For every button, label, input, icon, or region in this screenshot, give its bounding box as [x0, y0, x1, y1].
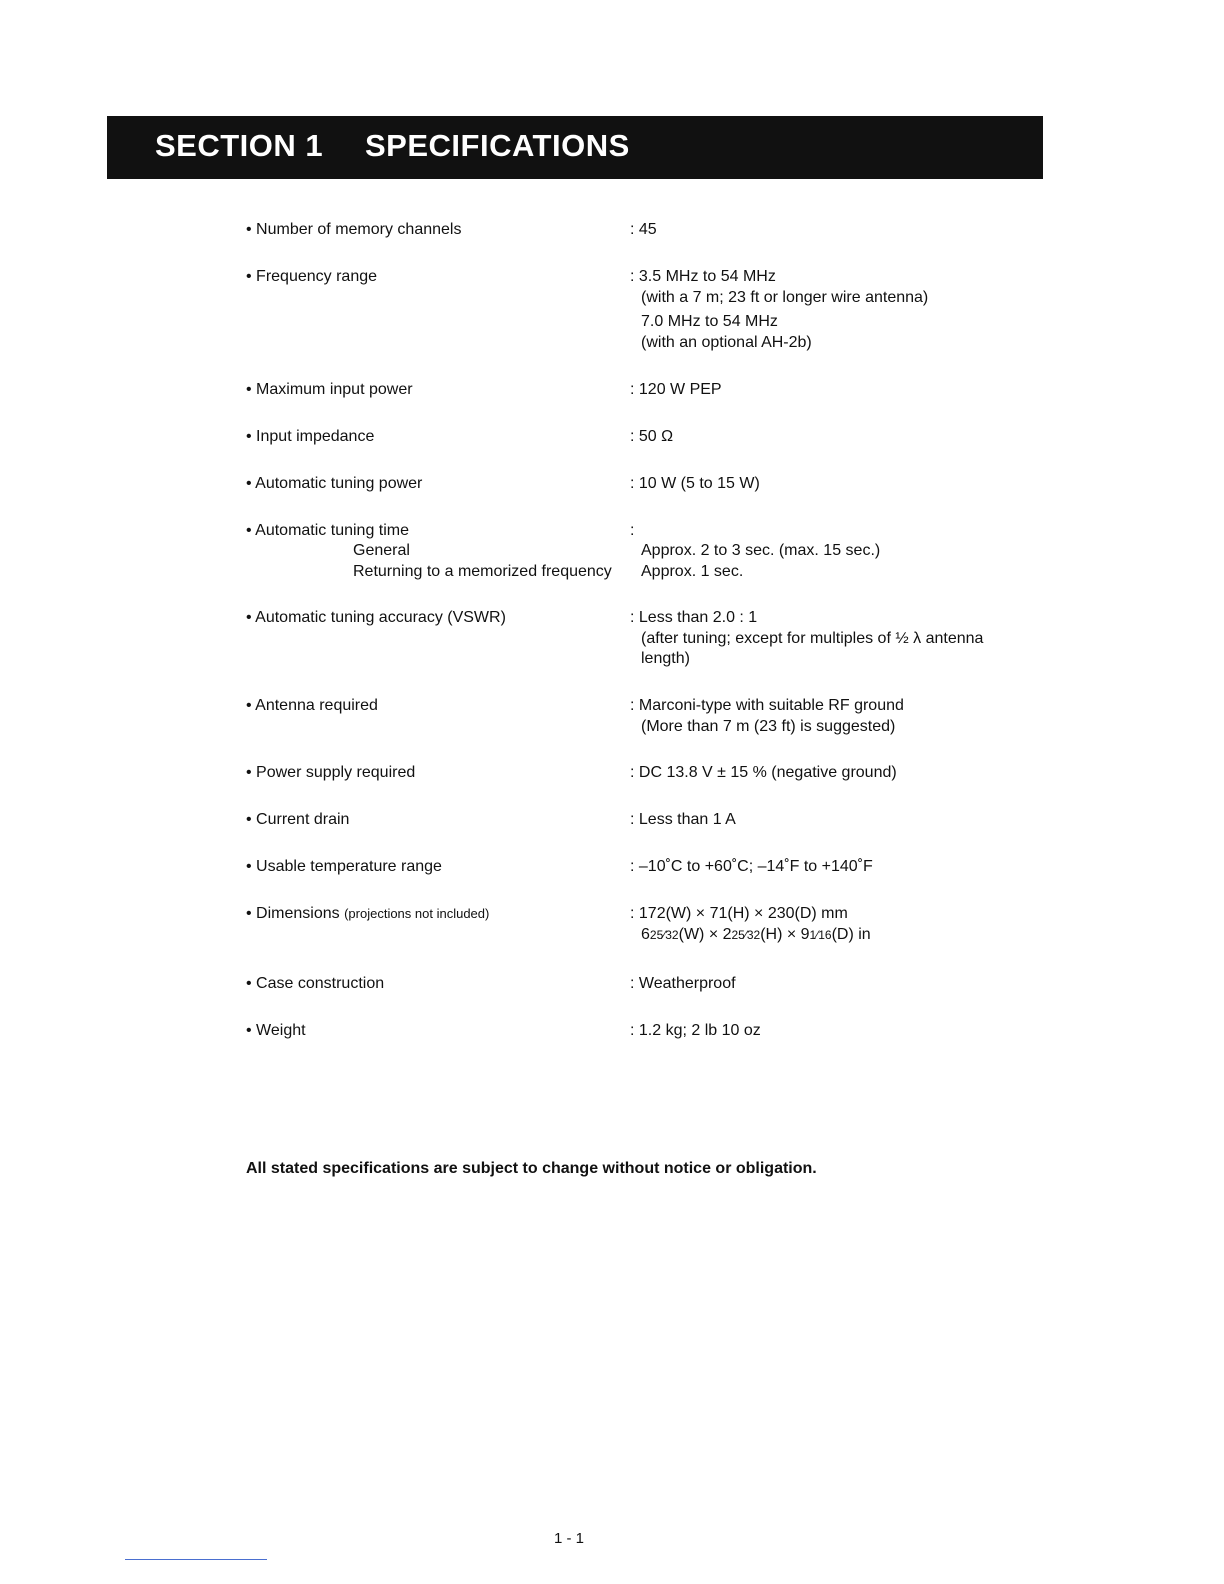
spec-label: • Automatic tuning power — [246, 475, 423, 492]
spec-subvalue-general: Approx. 2 to 3 sec. (max. 15 sec.) — [641, 542, 881, 559]
spec-label: • Maximum input power — [246, 381, 413, 398]
spec-tuning-time — [246, 521, 1036, 583]
spec-label — [246, 904, 489, 925]
spec-label: • Current drain — [246, 811, 350, 828]
spec-value-line: : 3.5 MHz to 54 MHz — [630, 268, 776, 285]
spec-value-line: 7.0 MHz to 54 MHz — [641, 313, 778, 330]
spec-label: • Antenna required — [246, 697, 378, 714]
section-header — [107, 116, 1043, 179]
spec-value: : DC 13.8 V ± 15 % (negative ground) — [630, 764, 897, 781]
spec-value: : 45 — [630, 221, 657, 238]
spec-value-line: (with a 7 m; 23 ft or longer wire antenna) — [641, 288, 929, 306]
spec-value — [630, 267, 928, 353]
spec-value-line: : Less than 2.0 : 1 — [630, 609, 758, 626]
spec-value-line: (after tuning; except for multiples of ½ λ antenna — [641, 629, 984, 647]
spec-label: • Automatic tuning accuracy (VSWR) — [246, 609, 506, 626]
spec-label: • Usable temperature range — [246, 858, 442, 875]
page-number: 1 - 1 — [553, 1530, 584, 1547]
spec-sublabel-returning: Returning to a memorized frequency — [353, 563, 612, 580]
spec-value-line: : Marconi-type with suitable RF ground — [630, 697, 904, 714]
spec-label: • Power supply required — [246, 764, 416, 781]
section-number: SECTION 1 — [155, 128, 324, 163]
spec-label: • Input impedance — [246, 428, 375, 445]
spec-label: • Number of memory channels — [246, 221, 462, 238]
spec-value: : 120 W PEP — [630, 381, 722, 398]
spec-value-line: (More than 7 m (23 ft) is suggested) — [641, 717, 896, 735]
spec-value: : Less than 1 A — [630, 811, 736, 828]
spec-sublabel-general: General — [353, 542, 410, 559]
spec-value-line: length) — [641, 650, 690, 667]
spec-value — [630, 608, 983, 670]
footer-divider — [125, 1559, 267, 1560]
spec-value — [630, 696, 904, 737]
spec-label: • Automatic tuning time — [246, 522, 410, 539]
spec-label: • Case construction — [246, 975, 385, 992]
spec-value: : 50 Ω — [630, 428, 674, 445]
spec-value — [630, 904, 871, 945]
spec-label: • Frequency range — [246, 268, 378, 285]
spec-value-line: : 172(W) × 71(H) × 230(D) mm — [630, 905, 848, 922]
spec-label-note: (projections not included) — [344, 906, 490, 921]
spec-value: : 10 W (5 to 15 W) — [630, 475, 760, 492]
spec-value: : –10˚C to +60˚C; –14˚F to +140˚F — [630, 858, 873, 875]
spec-colon: : — [630, 522, 635, 539]
spec-label: • Weight — [246, 1022, 306, 1039]
spec-value-line: (with an optional AH-2b) — [641, 333, 812, 351]
spec-label-main: • Dimensions — [246, 905, 340, 922]
spec-value: : 1.2 kg; 2 lb 10 oz — [630, 1022, 761, 1039]
specifications-notice: All stated specifications are subject to change without notice or obligation. — [246, 1160, 817, 1177]
spec-subvalue-returning: Approx. 1 sec. — [641, 563, 744, 580]
spec-value-line-inches: 625⁄32(W) × 225⁄32(H) × 91⁄16(D) in — [641, 925, 871, 943]
section-title: SPECIFICATIONS — [365, 128, 630, 163]
spec-value: : Weatherproof — [630, 975, 736, 992]
